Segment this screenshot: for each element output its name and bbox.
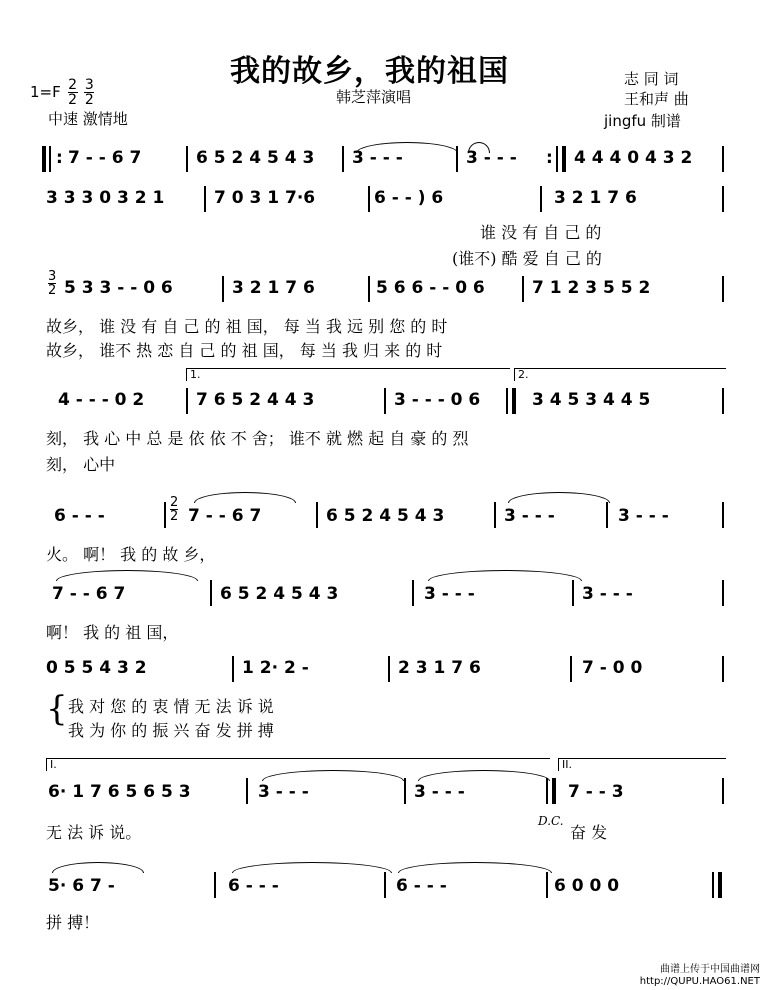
measure-r8-3: 3 - - -	[414, 782, 465, 802]
lyrics-r2-verse1: 谁 没 有 自 己 的	[480, 223, 602, 242]
measure-r8-1: 6· 1 7 6 5 6 5 3	[48, 782, 191, 802]
measure-r1-4: 3 - - -	[466, 148, 517, 168]
measure-r7-4: 7 - 0 0	[582, 658, 643, 678]
measure-r1-3: 3 - - -	[352, 148, 403, 168]
measure-r2-1: 3 3 3 0 3 2 1	[46, 188, 165, 208]
time-change-2-2: 2 2	[170, 495, 179, 524]
volta-I: I.	[46, 758, 550, 771]
measure-r4-3: 3 - - - 0 6	[394, 390, 481, 410]
composer-credit: 王和声 曲	[624, 90, 689, 108]
measure-r5-1: 6 - - -	[54, 506, 105, 526]
measure-r7-3: 2 3 1 7 6	[398, 658, 481, 678]
lyricist-credit: 志 同 词	[624, 70, 679, 88]
measure-r3-1: 5 3 3 - - 0 6	[64, 278, 173, 298]
verse-brace: {	[46, 689, 68, 729]
measure-r7-2: 1 2· 2 -	[242, 658, 309, 678]
measure-r1-2: 6 5 2 4 5 4 3	[196, 148, 315, 168]
volta-1: 1.	[186, 368, 510, 381]
key-text: 1=F	[30, 83, 61, 101]
measure-r3-3: 5 6 6 - - 0 6	[376, 278, 485, 298]
watermark-line2: http://QUPU.HAO61.NET	[639, 976, 760, 987]
measure-r6-4: 3 - - -	[582, 584, 633, 604]
measure-r5-3: 6 5 2 4 5 4 3	[326, 506, 445, 526]
site-watermark	[640, 964, 760, 988]
time-signature-a: $\frac{2}{2}$	[68, 77, 77, 108]
lyrics-r3-verse1: 故乡， 谁 没 有 自 己 的 祖 国， 每 当 我 远 别 您 的 时	[46, 317, 448, 336]
measure-r8-4: 7 - - 3	[568, 782, 624, 802]
measure-r6-1: 7 - - 6 7	[52, 584, 126, 604]
tempo-marking: 中速 激情地	[48, 110, 128, 128]
measure-r1-5: 4 4 4 0 4 3 2	[574, 148, 693, 168]
watermark-line1: 曲谱上传于中国曲谱网	[660, 964, 760, 975]
lyrics-r7-verse2: 我 为 你 的 振 兴 奋 发 拼 搏	[68, 721, 274, 740]
measure-r8-2: 3 - - -	[258, 782, 309, 802]
measure-r5-5: 3 - - -	[618, 506, 669, 526]
measure-r6-2: 6 5 2 4 5 4 3	[220, 584, 339, 604]
measure-r2-4: 3 2 1 7 6	[554, 188, 637, 208]
measure-r1-1: 7 - - 6 7	[68, 148, 142, 168]
repeat-end: :	[546, 148, 553, 168]
lyrics-r4-verse1: 刻， 我 心 中 总 是 依 依 不 舍； 谁不 就 燃 起 自 豪 的 烈	[46, 429, 469, 448]
lyrics-r2-verse2: (谁不) 酷 爱 自 己 的	[452, 249, 602, 268]
measure-r9-1: 5· 6 7 -	[48, 876, 115, 896]
measure-r7-1: 0 5 5 4 3 2	[46, 658, 147, 678]
lyrics-r8-b: 奋 发	[570, 823, 608, 842]
dc-marking: D.C.	[538, 814, 564, 828]
measure-r3-4: 7 1 2 3 5 5 2	[532, 278, 651, 298]
volta-II: II.	[558, 758, 726, 771]
measure-r9-4: 6 0 0 0	[554, 876, 620, 896]
measure-r9-2: 6 - - -	[228, 876, 279, 896]
singer-credit: 韩芝萍演唱	[336, 88, 412, 106]
time-signature-b: $\frac{3}{2}$	[84, 77, 94, 108]
measure-r5-4: 3 - - -	[504, 506, 555, 526]
lyrics-r7-verse1: 我 对 您 的 衷 情 无 法 诉 说	[68, 697, 274, 716]
song-title: 我的故乡，我的祖国	[230, 54, 509, 89]
arranger-credit: jingfu 制谱	[604, 112, 681, 130]
volta-2: 2.	[514, 368, 726, 381]
lyrics-r4-verse2: 刻， 心中	[46, 455, 116, 474]
lyrics-r9: 拼 搏！	[46, 913, 100, 932]
lyrics-r5: 火。 啊！ 我 的 故 乡，	[46, 545, 216, 564]
key-signature	[30, 78, 94, 107]
lyrics-r8: 无 法 诉 说。	[46, 823, 142, 842]
measure-r4-1: 4 - - - 0 2	[58, 390, 145, 410]
measure-r4-2: 7 6 5 2 4 4 3	[196, 390, 315, 410]
measure-r2-3: 6 - - ) 6	[374, 188, 444, 208]
time-change-3-2: 3 2	[48, 269, 57, 298]
measure-r5-2: 7 - - 6 7	[188, 506, 262, 526]
measure-r9-3: 6 - - -	[396, 876, 447, 896]
measure-r2-2: 7 0 3 1 7·6	[214, 188, 316, 208]
measure-r6-3: 3 - - -	[424, 584, 475, 604]
measure-r4-4: 3 4 5 3 4 4 5	[532, 390, 651, 410]
lyrics-r6: 啊！ 我 的 祖 国，	[46, 623, 179, 642]
lyrics-r3-verse2: 故乡， 谁不 热 恋 自 己 的 祖 国， 每 当 我 归 来 的 时	[46, 341, 443, 360]
measure-r3-2: 3 2 1 7 6	[232, 278, 315, 298]
repeat-start: :	[56, 148, 63, 168]
